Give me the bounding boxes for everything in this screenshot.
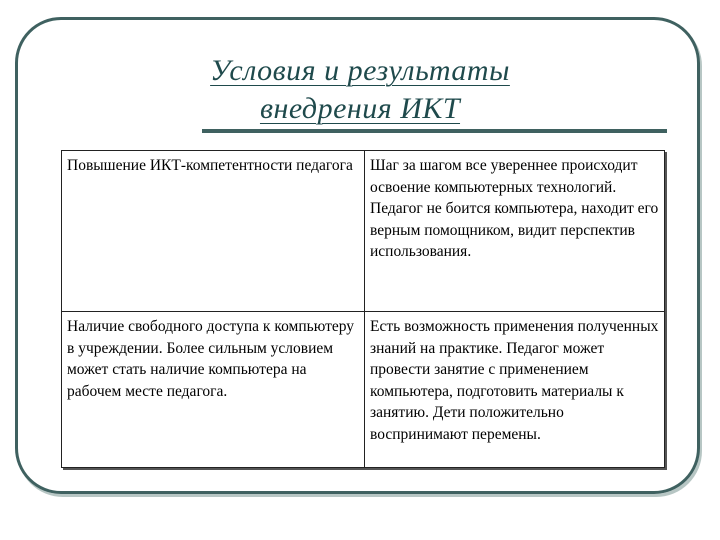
slide-title-line-2: внедрения ИКТ [259,92,461,125]
result-cell: Есть возможность применения полученных знаний на практике. Педагог может провести занятие с применением компьютера, подготовить материалы к занятию. Дети положительно воспринимают перемены. [365,312,665,468]
table-row [62,312,665,468]
conditions-results-table [61,150,665,468]
slide-title-line-1: Условия и результаты [210,54,510,87]
slide-title [150,52,570,128]
condition-cell: Повышение ИКТ-компетентности педагога [62,151,365,312]
title-divider [202,129,667,133]
table-row [62,151,665,312]
result-cell: Шаг за шагом все увереннее происходит освоение компьютерных технологий. Педагог не боится компьютера, находит его верным помощником, видит перспектив использования. [365,151,665,312]
condition-cell: Наличие свободного доступа к компьютеру в учреждении. Более сильным условием может стать наличие компьютера на рабочем месте педагога. [62,312,365,468]
